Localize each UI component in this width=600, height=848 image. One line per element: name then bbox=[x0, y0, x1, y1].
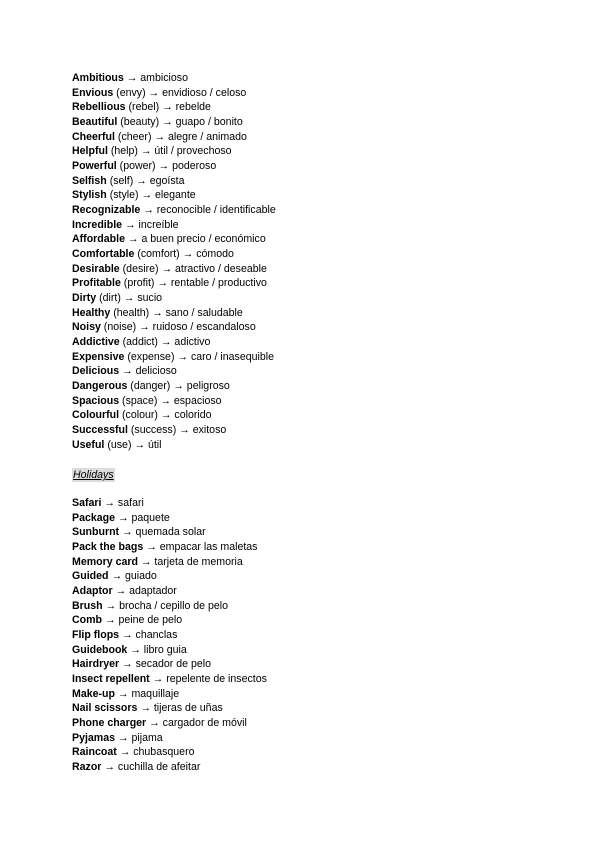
vocab-term: Delicious bbox=[72, 365, 120, 378]
vocab-term: Comb bbox=[72, 614, 103, 627]
vocab-entry bbox=[72, 760, 267, 775]
vocab-term: Ambitious bbox=[72, 72, 124, 84]
vocab-translation: (beauty) → guapo / bonito bbox=[117, 116, 243, 129]
vocab-entry bbox=[72, 232, 276, 247]
vocab-translation: → cargador de móvil bbox=[146, 717, 247, 730]
vocab-entry bbox=[72, 687, 267, 702]
vocab-translation: (help) → útil / provechoso bbox=[107, 145, 232, 158]
vocab-entry bbox=[72, 657, 267, 672]
vocab-translation: (expense) → caro / inasequible bbox=[124, 350, 274, 363]
vocab-translation: → paquete bbox=[115, 511, 170, 524]
vocab-translation: → quemada solar bbox=[119, 526, 206, 539]
vocab-translation: → a buen precio / económico bbox=[124, 233, 266, 246]
vocab-entry bbox=[72, 394, 276, 409]
vocab-entry bbox=[72, 438, 276, 453]
vocab-translation: → delicioso bbox=[119, 365, 177, 378]
vocab-term: Expensive bbox=[72, 350, 125, 363]
vocab-translation: (space) → espacioso bbox=[119, 394, 222, 407]
vocab-translation: → empacar las maletas bbox=[143, 541, 258, 554]
vocab-translation: → increíble bbox=[122, 218, 179, 231]
vocab-translation: (self) → egoísta bbox=[106, 174, 185, 187]
vocab-entry bbox=[72, 701, 267, 716]
vocab-term: Pack the bags bbox=[72, 541, 144, 554]
vocab-translation: (noise) → ruidoso / escandaloso bbox=[100, 321, 256, 334]
vocab-term: Helpful bbox=[72, 145, 108, 158]
vocab-translation: (use) → útil bbox=[104, 438, 162, 451]
vocab-term: Powerful bbox=[72, 160, 117, 173]
vocab-entry bbox=[72, 511, 267, 526]
vocab-translation: (profit) → rentable / productivo bbox=[120, 277, 267, 290]
vocab-term: Successful bbox=[72, 424, 128, 437]
vocab-term: Brush bbox=[72, 599, 103, 612]
vocab-entry bbox=[72, 555, 267, 570]
vocab-translation: (danger) → peligroso bbox=[127, 380, 230, 393]
vocab-term: Healthy bbox=[72, 306, 111, 319]
vocab-term: Colourful bbox=[72, 409, 120, 422]
vocab-entry bbox=[72, 643, 267, 658]
vocab-translation: → chubasquero bbox=[116, 746, 195, 759]
vocab-entry bbox=[72, 188, 276, 203]
vocab-term: Adaptor bbox=[72, 585, 113, 598]
vocab-entry bbox=[72, 203, 276, 218]
vocab-entry bbox=[72, 628, 267, 643]
holidays-list bbox=[72, 496, 267, 775]
vocab-entry bbox=[72, 716, 267, 731]
vocab-term: Guidebook bbox=[72, 643, 128, 656]
vocab-entry bbox=[72, 496, 267, 511]
vocab-term: Comfortable bbox=[72, 248, 135, 261]
vocab-term: Affordable bbox=[72, 233, 125, 246]
vocab-translation: → repelente de insectos bbox=[149, 673, 267, 686]
vocab-entry bbox=[72, 423, 276, 438]
vocab-term: Guided bbox=[72, 570, 109, 583]
vocab-entry bbox=[72, 584, 267, 599]
vocab-term: Make-up bbox=[72, 687, 115, 700]
vocab-term: Insect repellent bbox=[72, 673, 150, 686]
vocab-entry bbox=[72, 320, 276, 335]
vocab-term: Pyjamas bbox=[72, 731, 115, 744]
vocab-translation: → chanclas bbox=[119, 629, 178, 642]
vocab-term: Desirable bbox=[72, 262, 120, 275]
vocab-term: Memory card bbox=[72, 555, 138, 568]
vocab-translation: (colour) → colorido bbox=[119, 409, 212, 422]
vocab-entry bbox=[72, 144, 276, 159]
vocab-term: Flip flops bbox=[72, 629, 120, 642]
vocab-translation: (envy) → envidioso / celoso bbox=[113, 86, 247, 99]
vocab-entry bbox=[72, 731, 267, 746]
vocab-translation: → cuchilla de afeitar bbox=[101, 761, 201, 774]
vocab-translation: → libro guia bbox=[127, 643, 187, 656]
vocab-entry bbox=[72, 335, 276, 350]
vocab-term: Stylish bbox=[72, 189, 107, 202]
vocab-translation: (health) → sano / saludable bbox=[110, 306, 243, 319]
vocab-entry bbox=[72, 218, 276, 233]
vocab-entry bbox=[72, 174, 276, 189]
vocab-term: Envious bbox=[72, 86, 114, 99]
vocab-translation: → brocha / cepillo de pelo bbox=[102, 599, 229, 612]
vocab-entry bbox=[72, 350, 276, 365]
vocab-term: Rebellious bbox=[72, 101, 126, 114]
vocab-entry bbox=[72, 276, 276, 291]
holidays-heading: Holidays bbox=[73, 469, 114, 481]
vocab-term: Dirty bbox=[72, 292, 97, 305]
vocab-entry bbox=[72, 599, 267, 614]
vocab-entry bbox=[72, 291, 276, 306]
vocab-entry bbox=[72, 130, 276, 145]
vocab-entry bbox=[72, 86, 276, 101]
vocab-translation: (success) → exitoso bbox=[127, 424, 227, 437]
vocab-translation: → tijeras de uñas bbox=[137, 702, 223, 715]
vocab-entry bbox=[72, 306, 276, 321]
vocab-entry bbox=[72, 672, 267, 687]
vocab-entry bbox=[72, 100, 276, 115]
vocab-entry bbox=[72, 525, 267, 540]
vocab-term: Addictive bbox=[72, 336, 120, 349]
vocab-term: Package bbox=[72, 511, 115, 524]
vocab-translation: → safari bbox=[101, 497, 144, 509]
vocab-entry bbox=[72, 379, 276, 394]
vocab-term: Recognizable bbox=[72, 204, 141, 217]
vocab-term: Incredible bbox=[72, 218, 123, 231]
vocab-entry bbox=[72, 613, 267, 628]
vocab-term: Profitable bbox=[72, 277, 121, 290]
vocab-term: Cheerful bbox=[72, 130, 115, 143]
vocab-term: Safari bbox=[72, 497, 102, 509]
vocab-term: Beautiful bbox=[72, 116, 118, 129]
vocab-entry bbox=[72, 408, 276, 423]
vocab-entry bbox=[72, 262, 276, 277]
vocab-term: Nail scissors bbox=[72, 702, 138, 715]
vocab-entry bbox=[72, 745, 267, 760]
vocab-translation: → ambicioso bbox=[123, 72, 188, 84]
vocab-translation: → secador de pelo bbox=[119, 658, 211, 671]
vocab-entry bbox=[72, 364, 276, 379]
vocab-translation: (rebel) → rebelde bbox=[125, 101, 211, 114]
vocab-translation: → adaptador bbox=[112, 585, 177, 598]
vocab-translation: → reconocible / identificable bbox=[140, 204, 276, 217]
vocab-entry bbox=[72, 71, 276, 86]
vocab-translation: (dirt) → sucio bbox=[96, 292, 163, 305]
vocab-translation: → maquillaje bbox=[114, 687, 180, 700]
vocab-translation: (cheer) → alegre / animado bbox=[114, 130, 247, 143]
vocab-translation: (addict) → adictivo bbox=[119, 336, 211, 349]
vocab-term: Selfish bbox=[72, 174, 107, 187]
vocab-term: Sunburnt bbox=[72, 526, 120, 539]
vocab-term: Razor bbox=[72, 761, 102, 774]
vocab-term: Hairdryer bbox=[72, 658, 120, 671]
vocab-term: Phone charger bbox=[72, 717, 147, 730]
vocab-translation: (style) → elegante bbox=[106, 189, 196, 202]
vocab-translation: (comfort) → cómodo bbox=[134, 248, 234, 261]
vocab-translation: (desire) → atractivo / deseable bbox=[119, 262, 267, 275]
vocab-entry bbox=[72, 540, 267, 555]
adjectives-list bbox=[72, 71, 276, 452]
vocab-term: Noisy bbox=[72, 321, 101, 334]
vocab-entry bbox=[72, 159, 276, 174]
vocab-term: Dangerous bbox=[72, 380, 128, 393]
vocab-translation: (power) → poderoso bbox=[116, 160, 217, 173]
vocab-term: Useful bbox=[72, 438, 105, 451]
vocab-translation: → guiado bbox=[108, 570, 157, 583]
vocab-translation: → pijama bbox=[115, 731, 163, 744]
vocab-entry bbox=[72, 115, 276, 130]
vocab-term: Raincoat bbox=[72, 746, 117, 759]
vocab-term: Spacious bbox=[72, 394, 120, 407]
vocab-translation: → peine de pelo bbox=[102, 614, 183, 627]
vocab-entry bbox=[72, 247, 276, 262]
vocab-entry bbox=[72, 569, 267, 584]
vocab-translation: → tarjeta de memoria bbox=[137, 555, 243, 568]
